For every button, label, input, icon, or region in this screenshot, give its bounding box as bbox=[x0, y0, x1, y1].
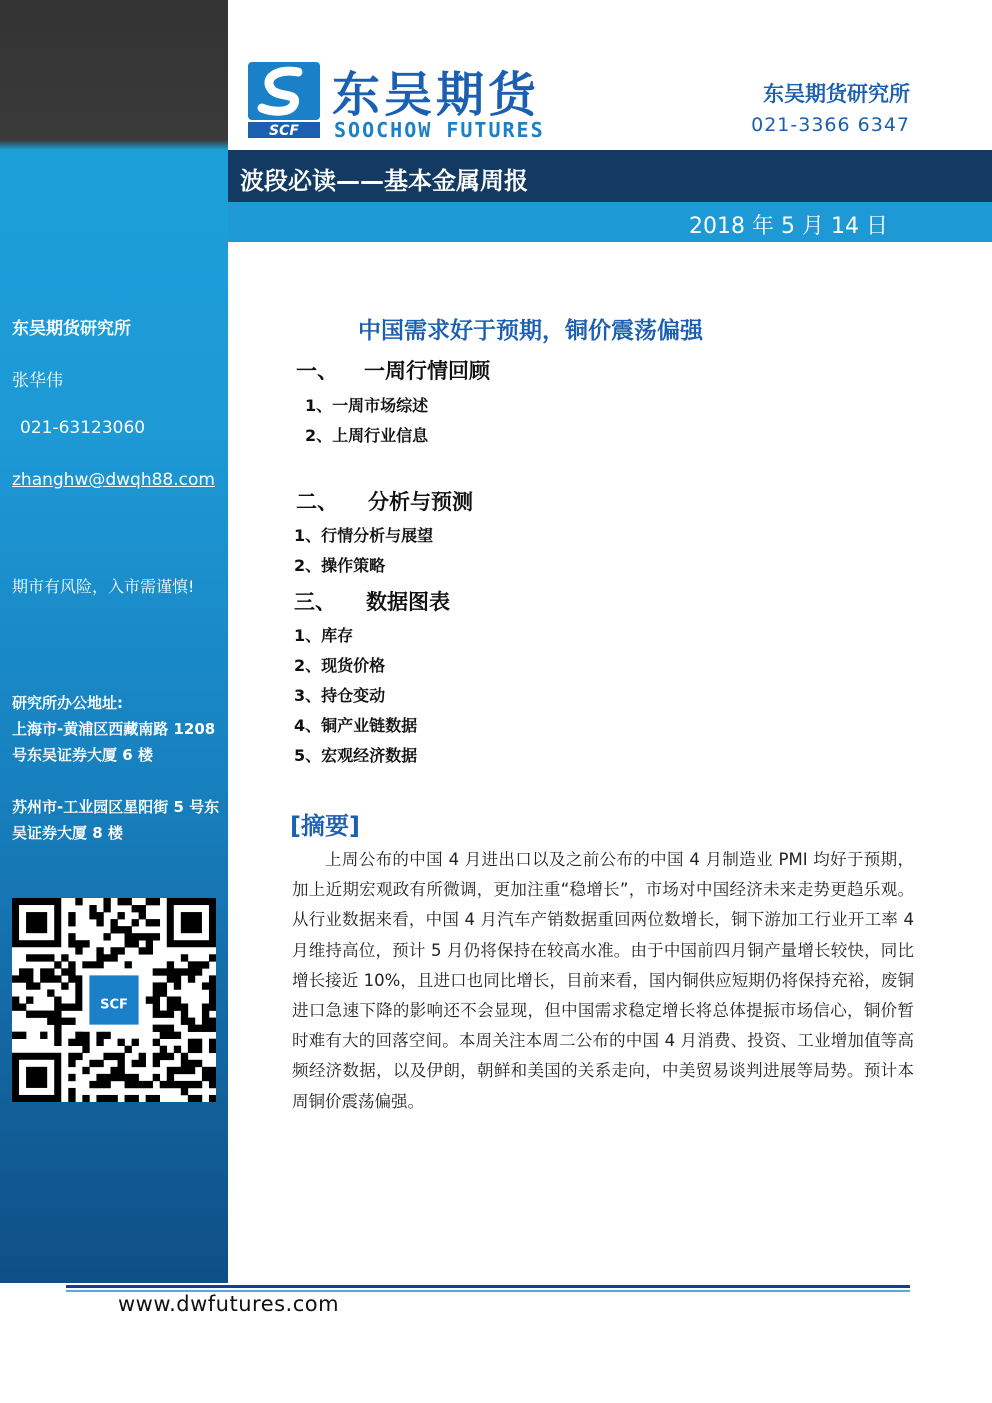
abstract-heading: [摘要] bbox=[290, 812, 360, 840]
toc-section-number: 一、 bbox=[296, 359, 338, 383]
toc-item[interactable]: 1、行情分析与展望 bbox=[294, 526, 434, 545]
address-shanghai: 上海市-黄浦区西藏南路 1208 号东吴证券大厦 6 楼 bbox=[12, 720, 216, 764]
header-institute: 东吴期货研究所 bbox=[763, 82, 910, 106]
toc-item[interactable]: 4、铜产业链数据 bbox=[294, 716, 418, 735]
toc-section-2 bbox=[296, 486, 473, 516]
toc-section-number: 二、 bbox=[296, 490, 338, 514]
sidebar-institute: 东吴期货研究所 bbox=[12, 319, 131, 339]
scf-logo-icon bbox=[248, 62, 320, 138]
report-date: 2018 年 5 月 14 日 bbox=[689, 214, 888, 239]
logo-english-name: SOOCHOW FUTURES bbox=[334, 118, 545, 142]
svg-text:SCF: SCF bbox=[269, 123, 299, 138]
report-date-bar bbox=[228, 202, 992, 242]
address-suzhou: 苏州市-工业园区星阳街 5 号东吴证券大厦 8 楼 bbox=[12, 798, 220, 842]
toc-section-3 bbox=[294, 586, 450, 616]
footer-divider bbox=[66, 1285, 910, 1288]
toc-section-1 bbox=[296, 355, 490, 385]
abstract-body: 上周公布的中国 4 月进出口以及之前公布的中国 4 月制造业 PMI 均好于预期，加上近期宏观政有所微调，更加注重“稳增长”，市场对中国经济未来走势更趋乐观。从行业数据来看，中国 4 月汽车产销数据重回两位数增长，铜下游加工行业开工率 4 月维持高位，预计 5 月仍将保持在较高水准。由于中国前四月铜产量增长较快，同比增长接近 10%，且进口也同比增长，目前来看，国内铜供应短期仍将保持充裕，废铜进口急速下降的影响还不会显现，但中国需求稳定增长将总体提振市场信心，铜价暂时难有大的回落空间。本周关注本周二公布的中国 4 月消费、投资、工业增加值等高频经济数据，以及伊朗，朝鲜和美国的关系走向，中美贸易谈判进展等局势。预计本周铜价震荡偏强。 bbox=[292, 850, 914, 1111]
sidebar-risk-notice: 期市有风险，入市需谨慎! bbox=[12, 577, 195, 596]
report-title: 波段必读——基本金属周报 bbox=[240, 167, 528, 195]
toc-item[interactable]: 2、上周行业信息 bbox=[305, 426, 429, 445]
toc-item[interactable]: 3、持仓变动 bbox=[294, 686, 386, 705]
toc-section-title: 一周行情回顾 bbox=[364, 359, 490, 383]
toc-section-number: 三、 bbox=[294, 590, 336, 614]
toc-item[interactable]: 2、现货价格 bbox=[294, 656, 386, 675]
toc-item[interactable]: 1、一周市场综述 bbox=[305, 396, 429, 415]
qr-code bbox=[12, 898, 216, 1102]
footer-website-link[interactable]: www.dwfutures.com bbox=[118, 1292, 340, 1316]
header-phone: 021-3366 6347 bbox=[751, 114, 910, 136]
report-headline: 中国需求好于预期，铜价震荡偏强 bbox=[358, 318, 703, 344]
toc-section-title: 数据图表 bbox=[366, 590, 450, 614]
toc-item[interactable]: 5、宏观经济数据 bbox=[294, 746, 418, 765]
toc-item[interactable]: 2、操作策略 bbox=[294, 556, 386, 575]
address-label: 研究所办公地址: bbox=[12, 694, 123, 712]
toc-section-title: 分析与预测 bbox=[368, 490, 473, 514]
svg-text:SCF: SCF bbox=[100, 997, 128, 1013]
toc-item[interactable]: 1、库存 bbox=[294, 626, 354, 645]
qr-code-icon bbox=[12, 898, 216, 1102]
sidebar-author: 张华伟 bbox=[12, 371, 63, 391]
logo-chinese-name: 东吴期货 bbox=[332, 67, 541, 123]
sidebar-address-1 bbox=[12, 690, 226, 768]
sidebar-phone: 021-63123060 bbox=[20, 418, 146, 438]
company-logo bbox=[248, 62, 588, 142]
report-title-bar bbox=[228, 150, 992, 202]
sidebar-email-link[interactable]: zhanghw@dwqh88.com bbox=[12, 470, 215, 490]
